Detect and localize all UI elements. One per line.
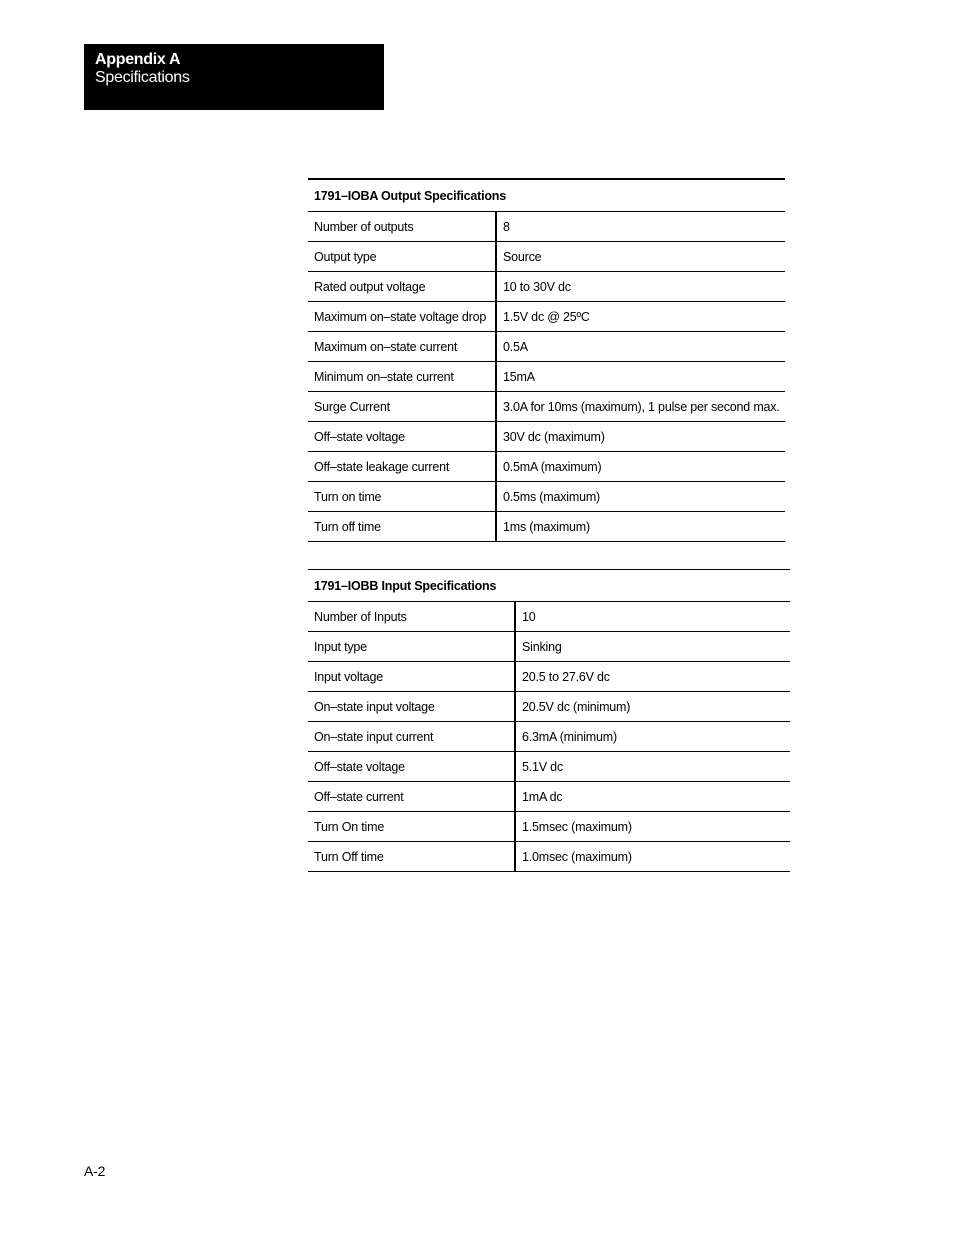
spec-label: Turn off time xyxy=(308,512,496,542)
table-row xyxy=(308,242,785,272)
spec-value: 0.5A xyxy=(496,332,785,362)
spec-label: Number of Inputs xyxy=(308,602,515,632)
table-row xyxy=(308,602,790,632)
spec-label: Output type xyxy=(308,242,496,272)
table-row xyxy=(308,362,785,392)
spec-label: Off–state current xyxy=(308,782,515,812)
spec-value: 10 to 30V dc xyxy=(496,272,785,302)
table-row xyxy=(308,722,790,752)
spec-label: Surge Current xyxy=(308,392,496,422)
output-table-caption: 1791–IOBA Output Specifications xyxy=(308,179,785,212)
spec-value: 20.5 to 27.6V dc xyxy=(515,662,790,692)
spec-value: Sinking xyxy=(515,632,790,662)
spec-value: 1ms (maximum) xyxy=(496,512,785,542)
appendix-title: Appendix A xyxy=(95,51,181,68)
spec-label: Input type xyxy=(308,632,515,662)
spec-label: Rated output voltage xyxy=(308,272,496,302)
spec-value: 8 xyxy=(496,212,785,242)
table-row xyxy=(308,392,785,422)
spec-value: 1mA dc xyxy=(515,782,790,812)
spec-value: 1.5V dc @ 25ºC xyxy=(496,302,785,332)
page-number: A-2 xyxy=(84,1163,106,1179)
spec-label: Turn Off time xyxy=(308,842,515,872)
spec-value: 6.3mA (minimum) xyxy=(515,722,790,752)
spec-label: On–state input current xyxy=(308,722,515,752)
spec-label: Off–state voltage xyxy=(308,422,496,452)
table-row xyxy=(308,692,790,722)
table-row xyxy=(308,272,785,302)
table-row xyxy=(308,812,790,842)
input-specifications-table xyxy=(308,569,790,872)
table-row xyxy=(308,512,785,542)
table-row xyxy=(308,632,790,662)
appendix-subtitle: Specifications xyxy=(95,69,190,86)
spec-label: Turn On time xyxy=(308,812,515,842)
spec-value: 5.1V dc xyxy=(515,752,790,782)
table-row xyxy=(308,662,790,692)
spec-value: Source xyxy=(496,242,785,272)
table-row xyxy=(308,842,790,872)
spec-label: Maximum on–state voltage drop xyxy=(308,302,496,332)
table-row xyxy=(308,302,785,332)
spec-label: Number of outputs xyxy=(308,212,496,242)
spec-label: Input voltage xyxy=(308,662,515,692)
table-row xyxy=(308,422,785,452)
table-caption-row xyxy=(308,570,790,602)
spec-label: Minimum on–state current xyxy=(308,362,496,392)
spec-value: 3.0A for 10ms (maximum), 1 pulse per second max. xyxy=(496,392,785,422)
spec-value: 30V dc (maximum) xyxy=(496,422,785,452)
spec-value: 10 xyxy=(515,602,790,632)
spec-label: Turn on time xyxy=(308,482,496,512)
spec-value: 20.5V dc (minimum) xyxy=(515,692,790,722)
table-row xyxy=(308,752,790,782)
output-specifications-table xyxy=(308,178,785,542)
spec-value: 0.5mA (maximum) xyxy=(496,452,785,482)
table-caption-row xyxy=(308,179,785,212)
spec-value: 1.5msec (maximum) xyxy=(515,812,790,842)
spec-value: 15mA xyxy=(496,362,785,392)
table-row xyxy=(308,452,785,482)
spec-value: 1.0msec (maximum) xyxy=(515,842,790,872)
table-row xyxy=(308,782,790,812)
spec-label: Off–state leakage current xyxy=(308,452,496,482)
section-header xyxy=(84,44,384,110)
table-row xyxy=(308,482,785,512)
table-row xyxy=(308,332,785,362)
spec-label: Off–state voltage xyxy=(308,752,515,782)
spec-label: On–state input voltage xyxy=(308,692,515,722)
table-row xyxy=(308,212,785,242)
spec-value: 0.5ms (maximum) xyxy=(496,482,785,512)
spec-label: Maximum on–state current xyxy=(308,332,496,362)
input-table-caption: 1791–IOBB Input Specifications xyxy=(308,570,790,602)
